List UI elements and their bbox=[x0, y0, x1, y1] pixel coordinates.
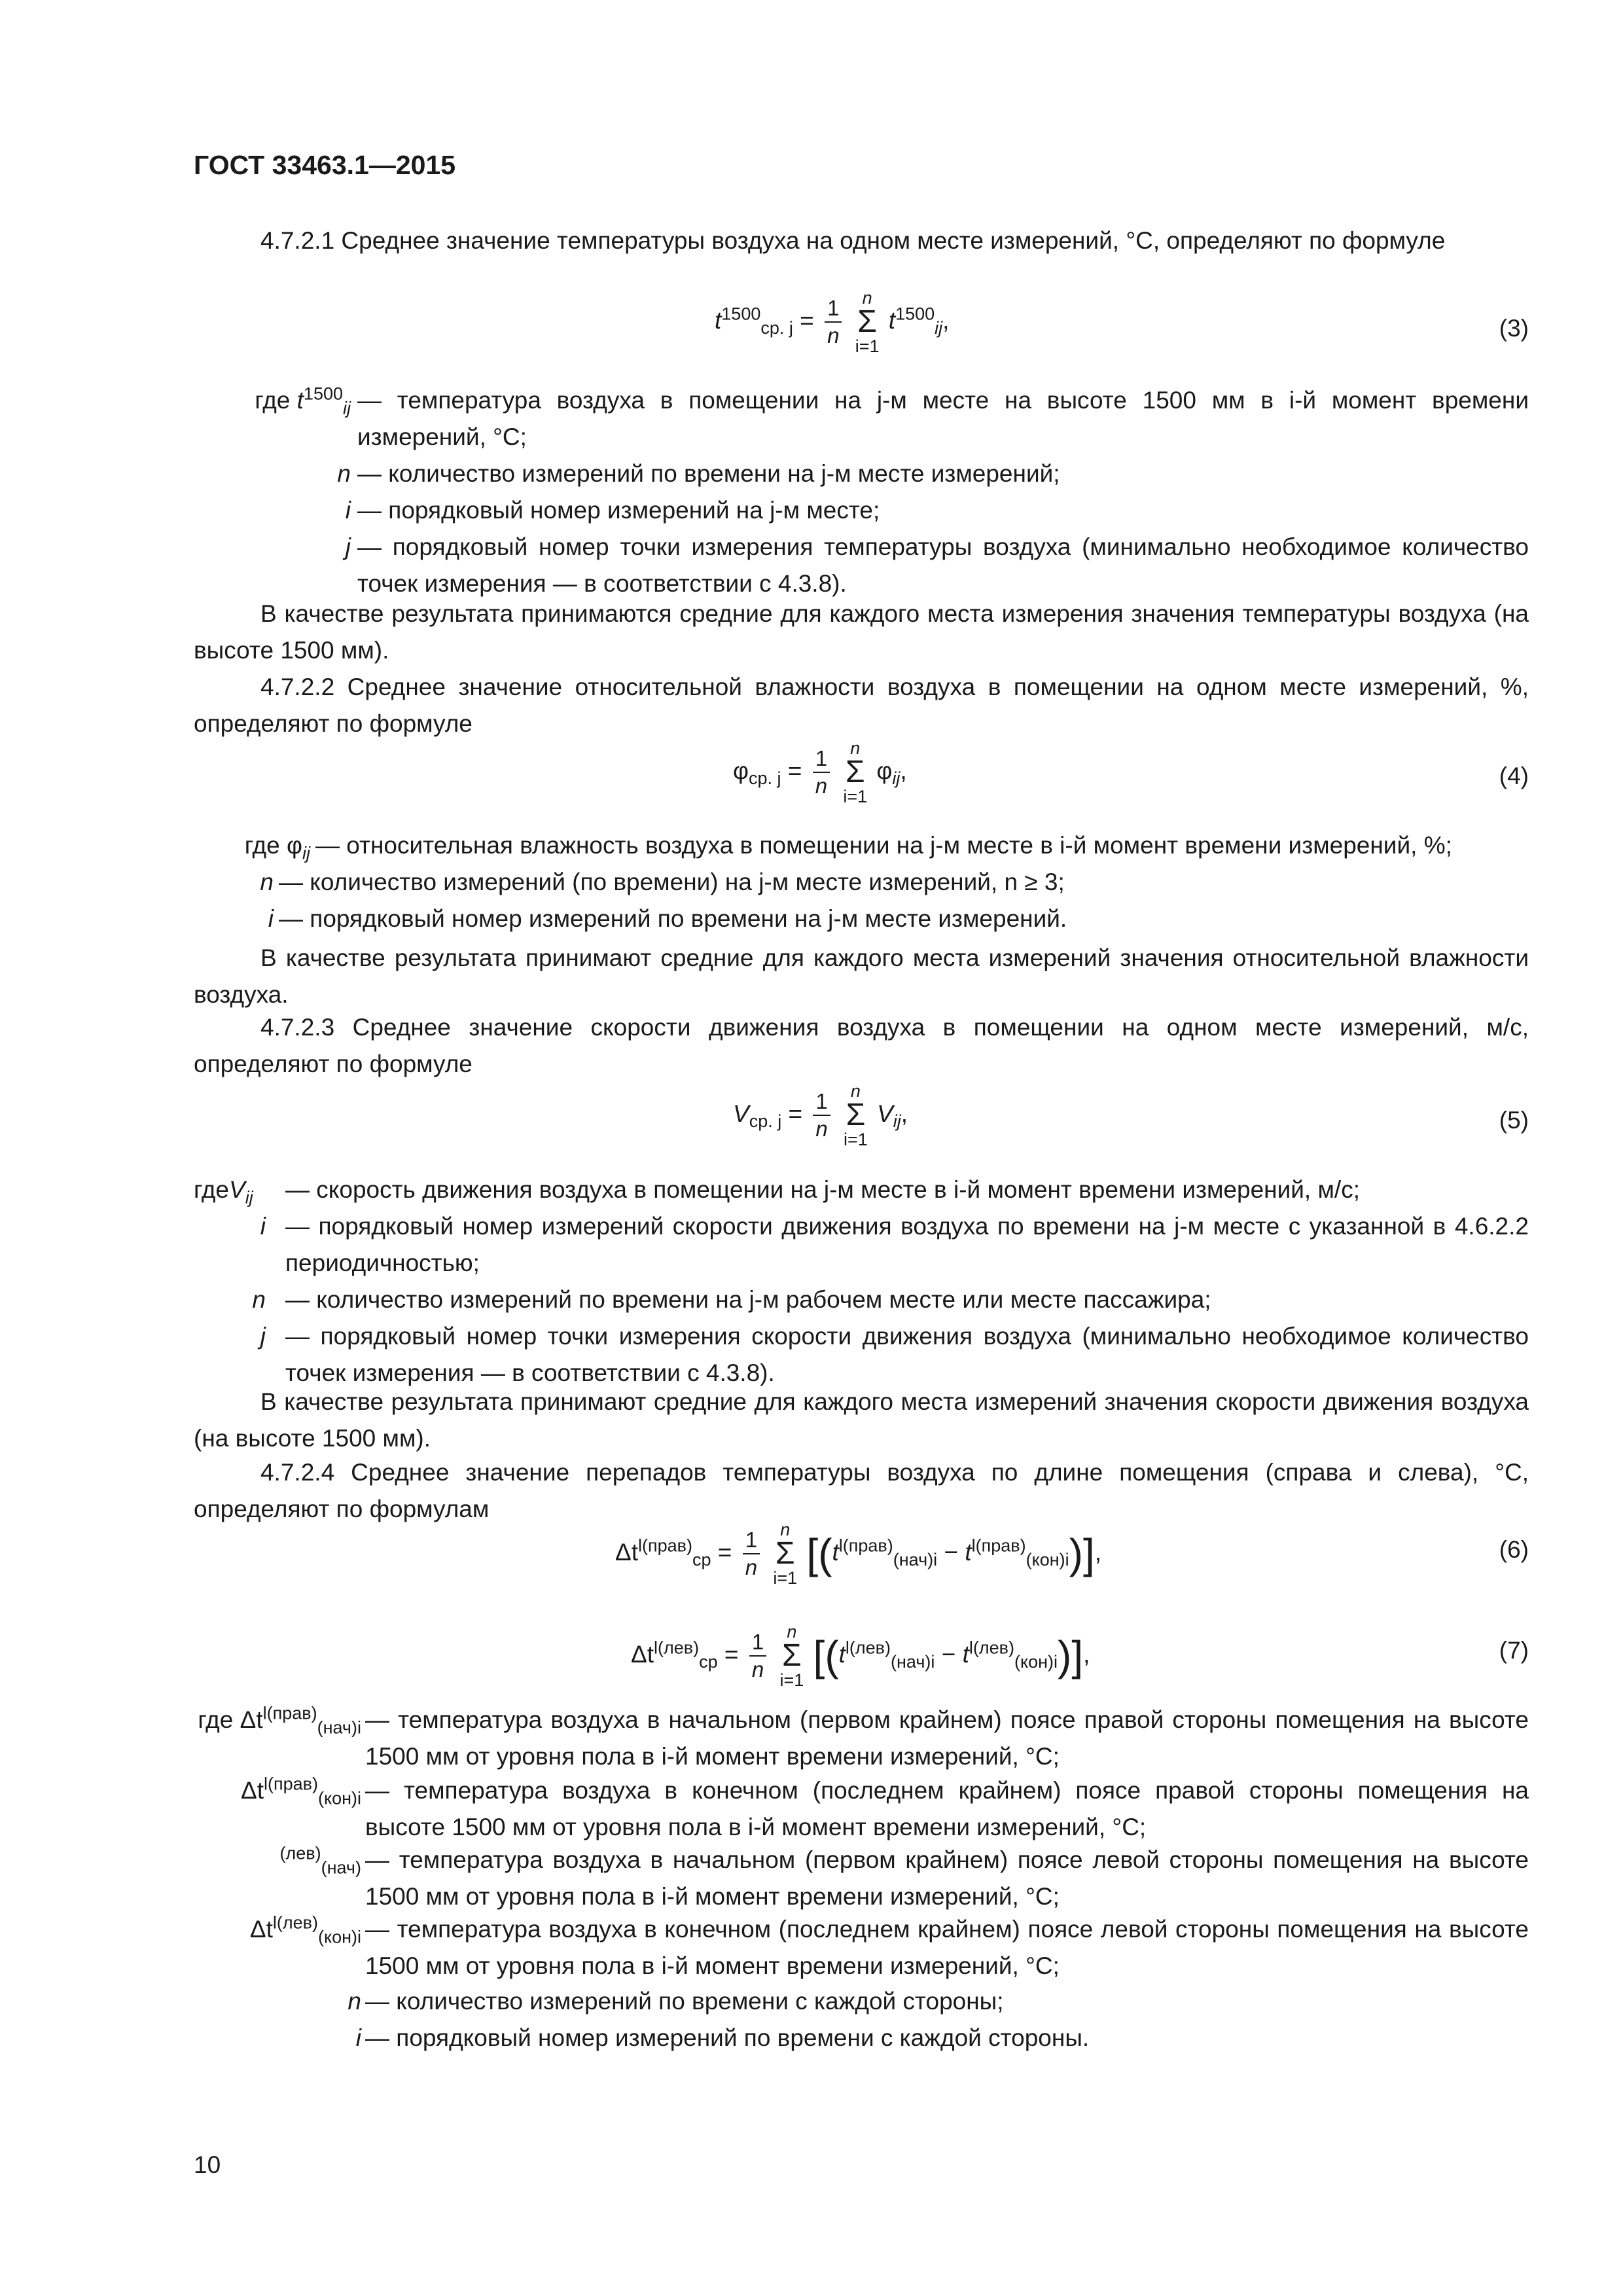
definition-desc: — скорость движения воздуха в помещении на j-м месте в i-й момент времени измерений, м/с; bbox=[285, 1176, 1360, 1203]
definition-term: i bbox=[268, 905, 274, 932]
formula-number-7: (7) bbox=[1499, 1637, 1529, 1664]
paragraph-4-7-2-4: 4.7.2.4 Среднее значение перепадов температуры воздуха по длине помещения (справа и слева), °С, определяют по формулам bbox=[194, 1459, 1529, 1522]
definition-term: $^{(лев)}_{(нач)}$ bbox=[279, 1843, 361, 1878]
definition-term: где $t^{1500}_{ij}$ bbox=[255, 384, 351, 418]
standard-header: ГОСТ 33463.1—2015 bbox=[194, 150, 456, 180]
definition-desc: — температура воздуха в помещении на j-м месте на высоте 1500 мм в i-й момент времени измерений, °С; bbox=[357, 387, 1529, 450]
definition-desc: — количество измерений по времени на j-м рабочем месте или месте пассажира; bbox=[285, 1286, 1211, 1313]
formula-number-4: (4) bbox=[1499, 762, 1529, 789]
definitions-list-6-7 bbox=[194, 1702, 1529, 2121]
definition-term: j bbox=[345, 533, 351, 560]
definition-desc: — количество измерений (по времени) на j-м месте измерений, n ≥ 3; bbox=[279, 869, 1065, 895]
result-paragraph-5: В качестве результата принимают средние для каждого места измерений значения скорости движения воздуха (на высоте 1500 мм). bbox=[194, 1388, 1529, 1452]
formula-5: $V_{ср. j}$ = $\frac{1}{n}$ n Σ i=1 $V_{ij}$, bbox=[733, 1081, 908, 1149]
paragraph-4-7-2-3: 4.7.2.3 Среднее значение скорости движения воздуха в помещении на одном месте измерений, м/с, определяют по формуле bbox=[194, 1014, 1529, 1077]
formula-number-6: (6) bbox=[1499, 1536, 1529, 1563]
formula-7: $\Delta t^{l(лев)}_{ср}$ = $\frac{1}{n}$ n Σ i=1 $[(t^{l(лев)}_{(нач)i} - t^{l(лев)}_{(кон)i})]$, bbox=[631, 1622, 1090, 1690]
definition-term: где $\varphi_{ij}$ bbox=[244, 832, 310, 863]
definitions-list-5 bbox=[194, 1172, 1529, 1388]
definition-term: гдеV$_{ij}$ bbox=[194, 1176, 253, 1208]
definition-desc: — порядковый номер точки измерения скорости движения воздуха (минимально необходимое количество точек измерения — в соответствии с 4.3.8). bbox=[285, 1323, 1529, 1386]
result-paragraph-4: В качестве результата принимают средние для каждого места измерений значения относительной влажности воздуха. bbox=[194, 944, 1529, 1008]
definition-term: i bbox=[355, 2024, 361, 2051]
definition-term: n bbox=[260, 869, 274, 895]
definition-term: где $\Delta t^{l(прав)}_{(нач)i}$ bbox=[198, 1703, 361, 1738]
formula-number-5: (5) bbox=[1499, 1107, 1529, 1134]
result-paragraph-3: В качестве результата принимаются средние для каждого места измерения значения температуры воздуха (на высоте 1500 мм). bbox=[194, 600, 1529, 664]
definition-term: i bbox=[345, 497, 351, 524]
definition-term: j bbox=[260, 1323, 266, 1350]
definition-desc: — порядковый номер измерений по времени на j-м месте измерений. bbox=[279, 905, 1067, 932]
paragraph-4-7-2-1: 4.7.2.1 Среднее значение температуры воздуха на одном месте измерений, °С, определяют по формуле bbox=[260, 227, 1446, 254]
page-number: 10 bbox=[194, 2151, 221, 2178]
formula-number-3: (3) bbox=[1499, 315, 1529, 342]
definition-desc: — порядковый номер измерений скорости движения воздуха по времени на j-м месте с указанной в 4.6.2.2 периодичностью; bbox=[285, 1213, 1529, 1276]
definition-desc: — температура воздуха в начальном (первом крайнем) поясе правой стороны помещения на высоте 1500 мм от уровня пола в i-й момент времени измерений, °С; bbox=[365, 1706, 1529, 1770]
definition-desc: — температура воздуха в начальном (первом крайнем) поясе левой стороны помещения на высоте 1500 мм от уровня пола в i-й момент времени измерений, °С; bbox=[365, 1846, 1529, 1910]
definitions-list-3 bbox=[194, 382, 1529, 598]
definition-desc: — температура воздуха в конечном (последнем крайнем) поясе левой стороны помещения на высоте 1500 мм от уровня пола в i-й момент времени измерений, °С; bbox=[365, 1916, 1529, 1979]
definition-term: i bbox=[260, 1213, 266, 1240]
definition-desc: — порядковый номер точки измерения температуры воздуха (минимально необходимое количество точек измерения — в соответствии с 4.3.8). bbox=[357, 533, 1529, 597]
definition-term: n bbox=[252, 1286, 266, 1313]
definition-desc: — температура воздуха в конечном (последнем крайнем) поясе правой стороны помещения на высоте 1500 мм от уровня пола в i-й момент времени измерений, °С; bbox=[365, 1777, 1529, 1840]
definition-desc: — порядковый номер измерений на j-м месте; bbox=[357, 497, 880, 524]
definition-desc: — количество измерений по времени с каждой стороны; bbox=[365, 1988, 1004, 2015]
formula-6: $\Delta t^{l(прав)}_{ср}$ = $\frac{1}{n}$ n Σ i=1 $[(t^{l(прав)}_{(нач)i} - t^{l(прав)}_{(кон)i})]$, bbox=[615, 1520, 1101, 1588]
formula-3: $t^{1500}_{ср. j}$ = $\frac{1}{n}$ n Σ i=1 $t^{1500}_{ij}$, bbox=[715, 288, 950, 356]
definition-desc: — порядковый номер измерений по времени с каждой стороны. bbox=[365, 2024, 1090, 2051]
formula-4: $\varphi_{ср. j}$ = $\frac{1}{n}$ n Σ i=1 $\varphi_{ij}$, bbox=[733, 738, 907, 806]
definition-term: n bbox=[348, 1988, 361, 2015]
definition-term: $\Delta t^{l(прав)}_{(кон)i}$ bbox=[240, 1774, 361, 1808]
definition-desc: — относительная влажность воздуха в помещении на j-м месте в i-й момент времени измерений, %; bbox=[315, 832, 1452, 859]
definition-desc: — количество измерений по времени на j-м месте измерений; bbox=[357, 460, 1060, 487]
definition-term: n bbox=[337, 460, 351, 487]
paragraph-4-7-2-2: 4.7.2.2 Среднее значение относительной влажности воздуха в помещении на одном месте измерений, %, определяют по формуле bbox=[194, 673, 1529, 737]
definitions-list-4 bbox=[194, 827, 1529, 939]
definition-term: $\Delta t^{l(лев)}_{(кон)i}$ bbox=[249, 1912, 361, 1947]
